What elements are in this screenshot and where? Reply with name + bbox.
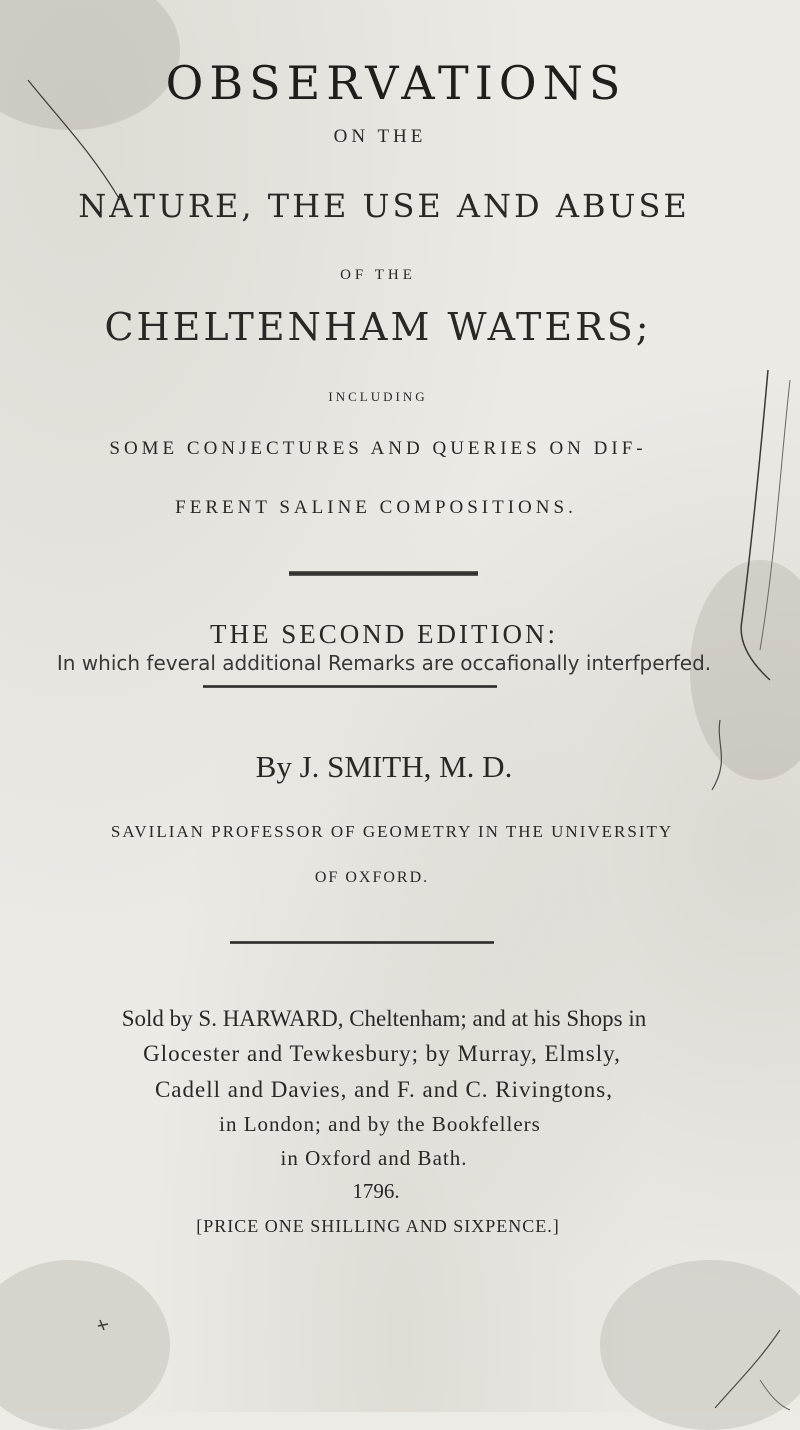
conjectures-line-1: SOME CONJECTURES AND QUERIES ON DIF- — [109, 438, 647, 459]
imprint-line-1: Sold by S. HARWARD, Cheltenham; and at his Shops in — [121, 1006, 647, 1031]
ornamental-rule — [230, 941, 494, 944]
author-line: By J. SMITH, M. D. — [255, 749, 513, 784]
imprint-line-5: in Oxford and Bath. — [280, 1146, 468, 1170]
ornamental-rule — [203, 685, 497, 688]
imprint-line-2: Glocester and Tewkesbury; by Murray, Elmsly, — [143, 1041, 621, 1066]
imprint-line-4: in London; and by the Bookfellers — [219, 1112, 541, 1136]
price-line: [PRICE ONE SHILLING AND SIXPENCE.] — [196, 1216, 560, 1236]
edition-line: THE SECOND EDITION: — [210, 619, 558, 649]
imprint-line-3: Cadell and Davies, and F. and C. Rivingtons, — [154, 1077, 614, 1102]
author-title-line-2: OF OXFORD. — [314, 869, 430, 886]
including-line: INCLUDING — [328, 389, 428, 404]
ornamental-rule — [289, 571, 478, 576]
author-title-line-1: SAVILIAN PROFESSOR OF GEOMETRY IN THE UNIVERSITY — [110, 822, 674, 841]
edition-note: In which feveral additional Remarks are occafionally interfperfed. — [56, 651, 712, 675]
of-the-line: OF THE — [340, 267, 416, 283]
publication-year: 1796. — [352, 1179, 400, 1203]
subject-line: NATURE, THE USE AND ABUSE — [78, 187, 690, 225]
waters-line: CHELTENHAM WATERS; — [104, 305, 652, 349]
title: OBSERVATIONS — [165, 56, 627, 110]
conjectures-line-2: FERENT SALINE COMPOSITIONS. — [175, 497, 577, 518]
on-the-line: ON THE — [333, 126, 427, 147]
